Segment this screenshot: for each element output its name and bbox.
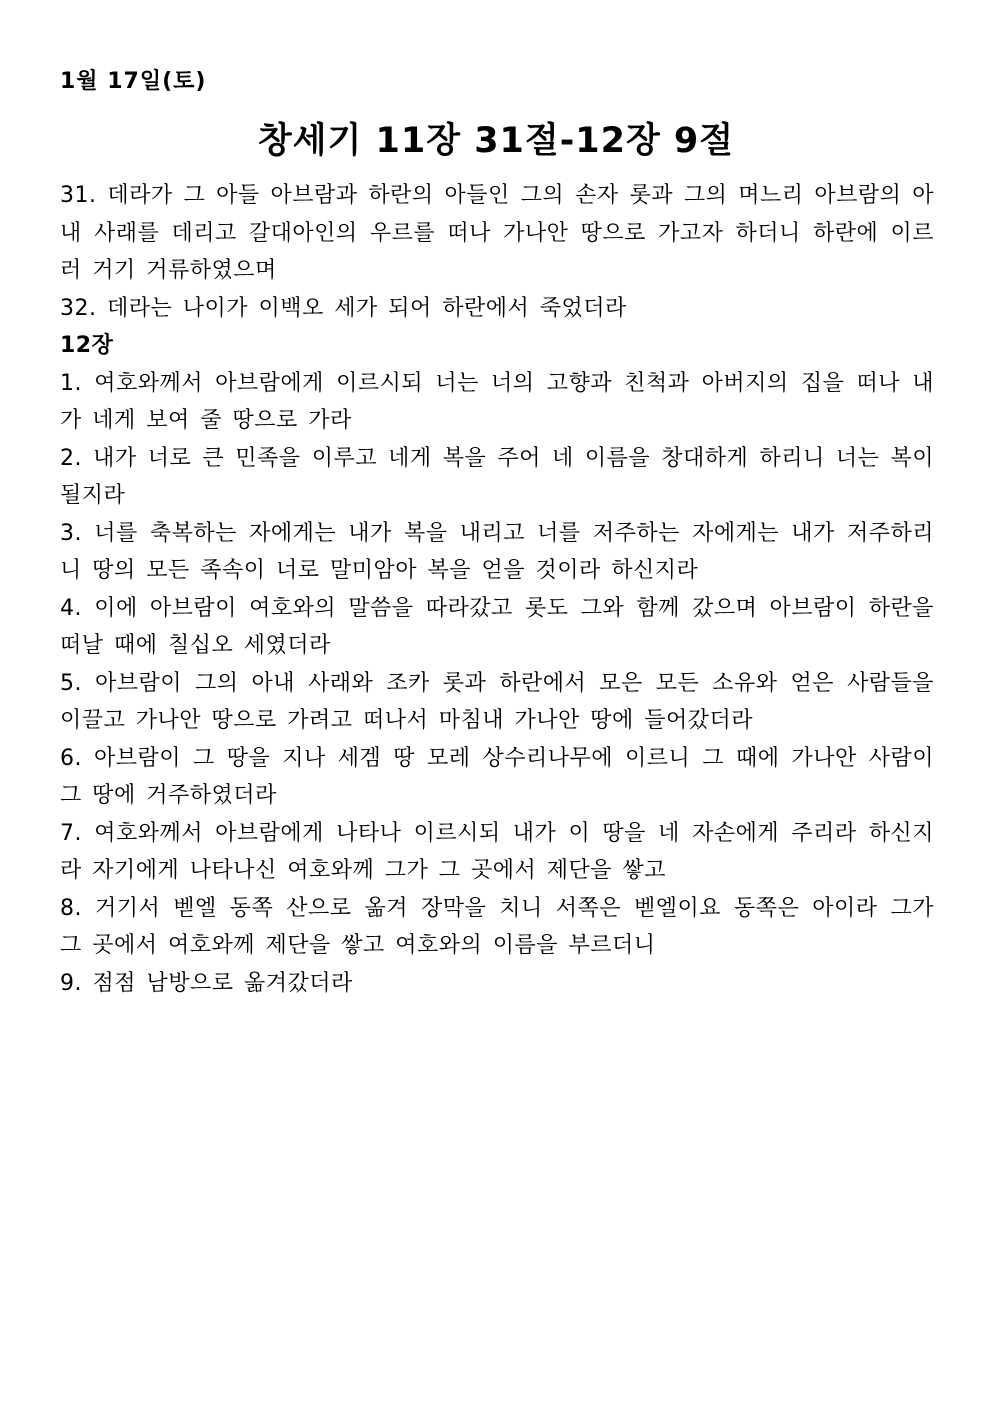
verse-12-7: 7. 여호와께서 아브람에게 나타나 이르시되 내가 이 땅을 네 자손에게 주리라 하신지라 자기에게 나타나신 여호와께 그가 그 곳에서 제단을 쌓고	[60, 820, 934, 883]
date-label: 1월 17일(토)	[60, 69, 207, 94]
chapter-heading-12: 12장	[60, 333, 114, 358]
verse-12-4: 4. 이에 아브람이 여호와의 말씀을 따라갔고 롯도 그와 함께 갔으며 아브람이 하란을 떠날 때에 칠십오 세였더라	[60, 595, 934, 658]
verse-11-32: 32. 데라는 나이가 이백오 세가 되어 하란에서 죽었더라	[60, 295, 627, 321]
verse-12-8: 8. 거기서 벧엘 동쪽 산으로 옮겨 장막을 치니 서쪽은 벧엘이요 동쪽은 아이라 그가 그 곳에서 여호와께 제단을 쌓고 여호와의 이름을 부르더니	[60, 895, 934, 958]
verse-12-1: 1. 여호와께서 아브람에게 이르시되 너는 너의 고향과 친척과 아버지의 집을 떠나 내가 네게 보여 줄 땅으로 가라	[60, 370, 934, 433]
verse-12-2: 2. 내가 너로 큰 민족을 이루고 네게 복을 주어 네 이름을 창대하게 하리니 너는 복이 될지라	[60, 445, 934, 508]
verse-12-6: 6. 아브람이 그 땅을 지나 세겜 땅 모레 상수리나무에 이르니 그 때에 가나안 사람이 그 땅에 거주하였더라	[60, 745, 934, 808]
verse-12-9: 9. 점점 남방으로 옮겨갔더라	[60, 970, 353, 996]
verse-11-31: 31. 데라가 그 아들 아브람과 하란의 아들인 그의 손자 롯과 그의 며느리 아브람의 아내 사래를 데리고 갈대아인의 우르를 떠나 가나안 땅으로 가고자 하더니 하란에 이르러 거기 거류하였으며	[60, 183, 934, 283]
verse-12-5: 5. 아브람이 그의 아내 사래와 조카 롯과 하란에서 모은 모든 소유와 얻은 사람들을 이끌고 가나안 땅으로 가려고 떠나서 마침내 가나안 땅에 들어갔더라	[60, 670, 934, 733]
passage-body	[60, 177, 934, 1002]
passage-title: 창세기 11장 31절-12장 9절	[257, 121, 735, 161]
verse-12-3: 3. 너를 축복하는 자에게는 내가 복을 내리고 너를 저주하는 자에게는 내가 저주하리니 땅의 모든 족속이 너로 말미암아 복을 얻을 것이라 하신지라	[60, 520, 934, 583]
